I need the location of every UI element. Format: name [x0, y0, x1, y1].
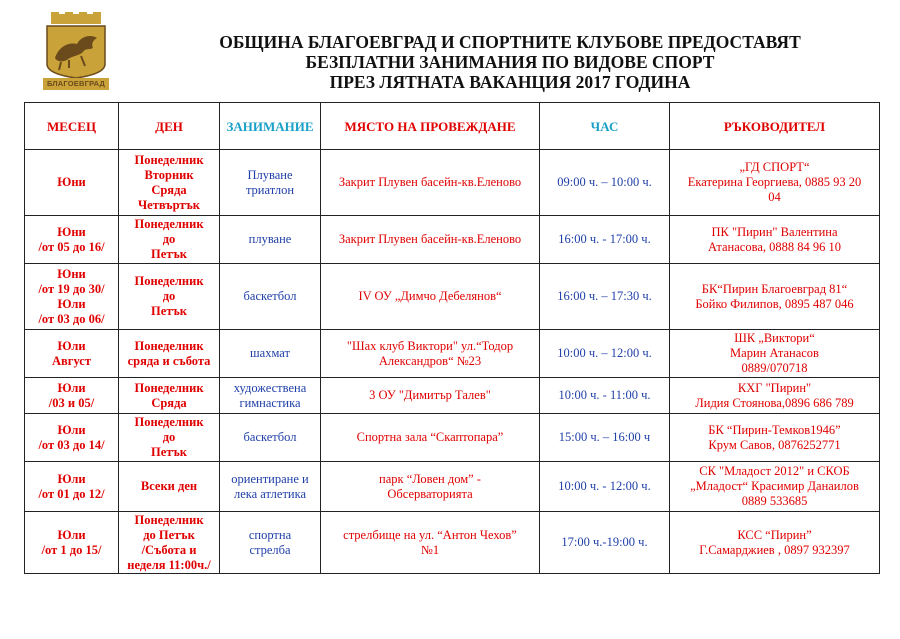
cell-activity: баскетбол [220, 414, 321, 462]
cell-time: 10:00 ч. - 11:00 ч. [540, 378, 670, 414]
cell-month: Юли /от 03 до 14/ [25, 414, 119, 462]
cell-month: Юли /03 и 05/ [25, 378, 119, 414]
cell-leader: КСС “Пирин” Г.Самарджиев , 0897 932397 [670, 512, 880, 574]
cell-activity: плуване [220, 216, 321, 264]
logo-caption: БЛАГОЕВГРАД [46, 79, 106, 88]
header-place: МЯСТО НА ПРОВЕЖДАНЕ [321, 103, 540, 150]
cell-time: 10:00 ч. - 12:00 ч. [540, 462, 670, 512]
cell-month: Юни /от 05 до 16/ [25, 216, 119, 264]
cell-activity: баскетбол [220, 264, 321, 330]
cell-place: парк “Ловен дом” - Обсерваторията [321, 462, 540, 512]
cell-time: 16:00 ч. – 17:30 ч. [540, 264, 670, 330]
cell-day: Понеделник до Петък /Събота и неделя 11:00ч./ [119, 512, 220, 574]
cell-day: Понеделник до Петък [119, 414, 220, 462]
cell-time: 16:00 ч. - 17:00 ч. [540, 216, 670, 264]
table-row [25, 150, 880, 216]
cell-activity: ориентиране и лека атлетика [220, 462, 321, 512]
table-row [25, 512, 880, 574]
cell-place: IV ОУ „Димчо Дебелянов“ [321, 264, 540, 330]
cell-leader: БК “Пирин-Темков1946” Крум Савов, 0876252771 [670, 414, 880, 462]
header-day: ДЕН [119, 103, 220, 150]
cell-day: Всеки ден [119, 462, 220, 512]
cell-leader: БК“Пирин Благоевград 81“ Бойко Филипов, 0895 487 046 [670, 264, 880, 330]
header-leader: РЪКОВОДИТЕЛ [670, 103, 880, 150]
table-row [25, 330, 880, 378]
cell-month: Юли Август [25, 330, 119, 378]
header-activity: ЗАНИМАНИЕ [220, 103, 321, 150]
cell-leader: ШК „Виктори“ Марин Атанасов 0889/070718 [670, 330, 880, 378]
table-row [25, 462, 880, 512]
cell-month: Юни /от 19 до 30/ Юли /от 03 до 06/ [25, 264, 119, 330]
cell-day: Понеделник сряда и събота [119, 330, 220, 378]
cell-time: 17:00 ч.-19:00 ч. [540, 512, 670, 574]
cell-place: Закрит Плувен басейн-кв.Еленово [321, 216, 540, 264]
cell-leader: „ГД СПОРТ“ Екатерина Георгиева, 0885 93 20 04 [670, 150, 880, 216]
table-row [25, 264, 880, 330]
cell-activity: шахмат [220, 330, 321, 378]
table-row [25, 378, 880, 414]
title-line-2: БЕЗПЛАТНИ ЗАНИМАНИЯ ПО ВИДОВЕ СПОРТ [305, 52, 715, 72]
header-month: МЕСЕЦ [25, 103, 119, 150]
cell-leader: КХГ "Пирин" Лидия Стоянова,0896 686 789 [670, 378, 880, 414]
cell-day: Понеделник до Петък [119, 264, 220, 330]
cell-place: "Шах клуб Виктори" ул.“Тодор Александров“ №23 [321, 330, 540, 378]
cell-month: Юли /от 1 до 15/ [25, 512, 119, 574]
cell-time: 15:00 ч. – 16:00 ч [540, 414, 670, 462]
cell-time: 10:00 ч. – 12:00 ч. [540, 330, 670, 378]
cell-activity: Плуване триатлон [220, 150, 321, 216]
schedule-table [24, 102, 880, 574]
cell-activity: художествена гимнастика [220, 378, 321, 414]
page-title [140, 32, 880, 92]
cell-month: Юли /от 01 до 12/ [25, 462, 119, 512]
cell-activity: спортна стрелба [220, 512, 321, 574]
table-header-row [25, 103, 880, 150]
cell-day: Понеделник до Петък [119, 216, 220, 264]
cell-place: 3 ОУ "Димитър Талев" [321, 378, 540, 414]
header-time: ЧАС [540, 103, 670, 150]
cell-leader: ПК "Пирин" Валентина Атанасова, 0888 84 96 10 [670, 216, 880, 264]
cell-day: Понеделник Вторник Сряда Четвъртък [119, 150, 220, 216]
title-line-3: ПРЕЗ ЛЯТНАТА ВАКАНЦИЯ 2017 ГОДИНА [329, 72, 691, 92]
cell-day: Понеделник Сряда [119, 378, 220, 414]
cell-month: Юни [25, 150, 119, 216]
cell-place: стрелбище на ул. “Антон Чехов” №1 [321, 512, 540, 574]
cell-place: Закрит Плувен басейн-кв.Еленово [321, 150, 540, 216]
table-row [25, 216, 880, 264]
cell-time: 09:00 ч. – 10:00 ч. [540, 150, 670, 216]
cell-place: Спортна зала “Скаптопара” [321, 414, 540, 462]
table-row [25, 414, 880, 462]
blagoevgrad-coat-of-arms-logo [41, 12, 111, 90]
cell-leader: СК "Младост 2012" и СКОБ „Младост“ Красимир Данаилов 0889 533685 [670, 462, 880, 512]
title-line-1: ОБЩИНА БЛАГОЕВГРАД И СПОРТНИТЕ КЛУБОВЕ ПРЕДОСТАВЯТ [219, 32, 801, 52]
